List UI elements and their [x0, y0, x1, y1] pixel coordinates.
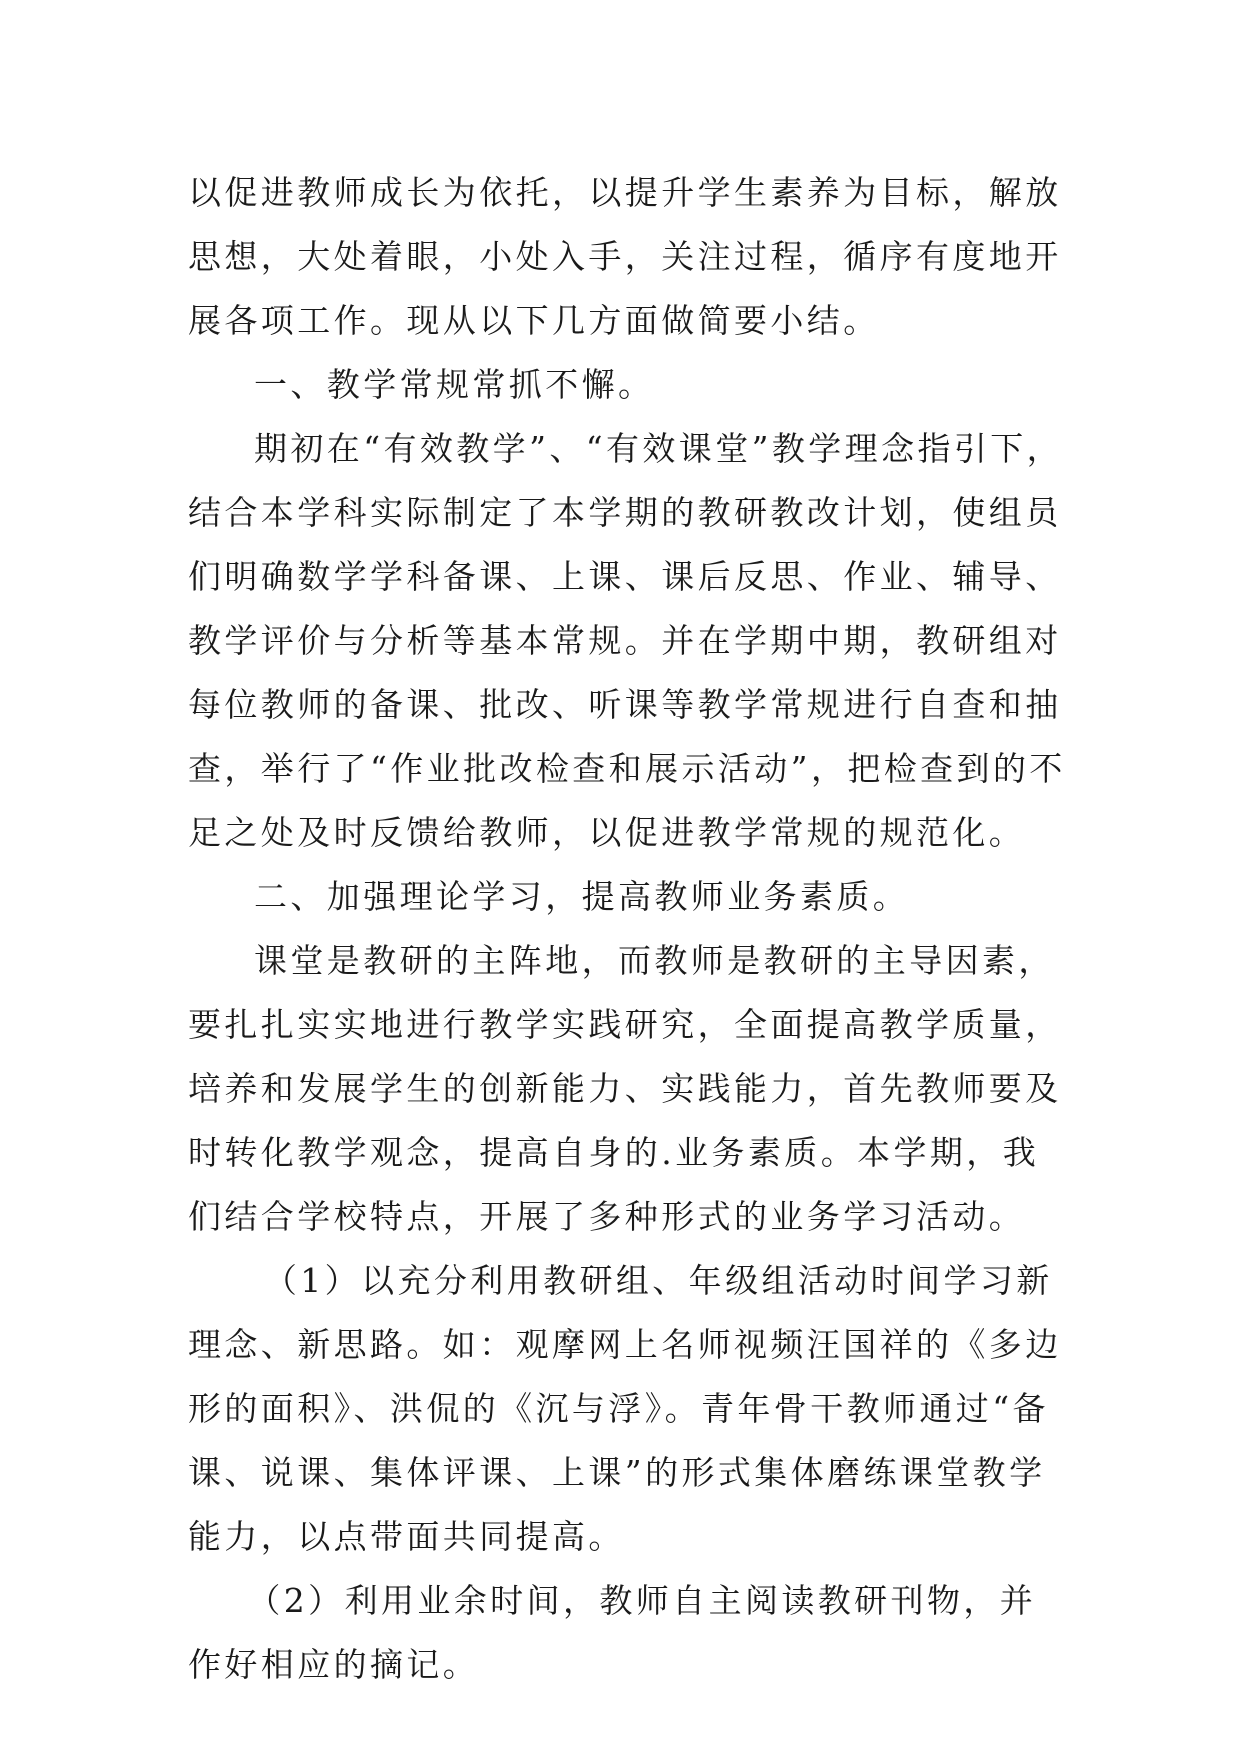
section-1-paragraph: 期初在“有效教学”、“有效课堂”教学理念指引下，结合本学科实际制定了本学期的教研教改计划，使组员们明确数学学科备课、上课、课后反思、作业、辅导、教学评价与分析等基本常规。并在学期中期，教研组对每位教师的备课、批改、听课等教学常规进行自查和抽查，举行了“作业批改检查和展示活动”，把检查到的不足之处及时反馈给教师，以促进教学常规的规范化。 — [188, 429, 1066, 852]
document-body — [188, 161, 1068, 1697]
list-item-2: （2）利用业余时间，教师自主阅读教研刊物，并作好相应的摘记。 — [188, 1581, 1037, 1684]
section-heading-2: 二、加强理论学习，提高教师业务素质。 — [254, 877, 910, 916]
list-item-1: （1）以充分利用教研组、年级组活动时间学习新理念、新思路。如：观摩网上名师视频汪国祥的《多边形的面积》、洪侃的《沉与浮》。青年骨干教师通过“备课、说课、集体评课、上课”的形式集体磨练课堂教学能力，以点带面共同提高。 — [188, 1261, 1062, 1556]
section-2-paragraph: 课堂是教研的主阵地，而教师是教研的主导因素，要扎扎实实地进行教学实践研究，全面提高教学质量，培养和发展学生的创新能力、实践能力，首先教师要及时转化教学观念，提高自身的.业务素质。本学期，我们结合学校特点，开展了多种形式的业务学习活动。 — [188, 941, 1062, 1236]
intro-paragraph: 以促进教师成长为依托，以提升学生素养为目标，解放思想，大处着眼，小处入手，关注过程，循序有度地开展各项工作。现从以下几方面做简要小结。 — [188, 173, 1062, 340]
section-heading-1: 一、教学常规常抓不懈。 — [254, 365, 655, 404]
